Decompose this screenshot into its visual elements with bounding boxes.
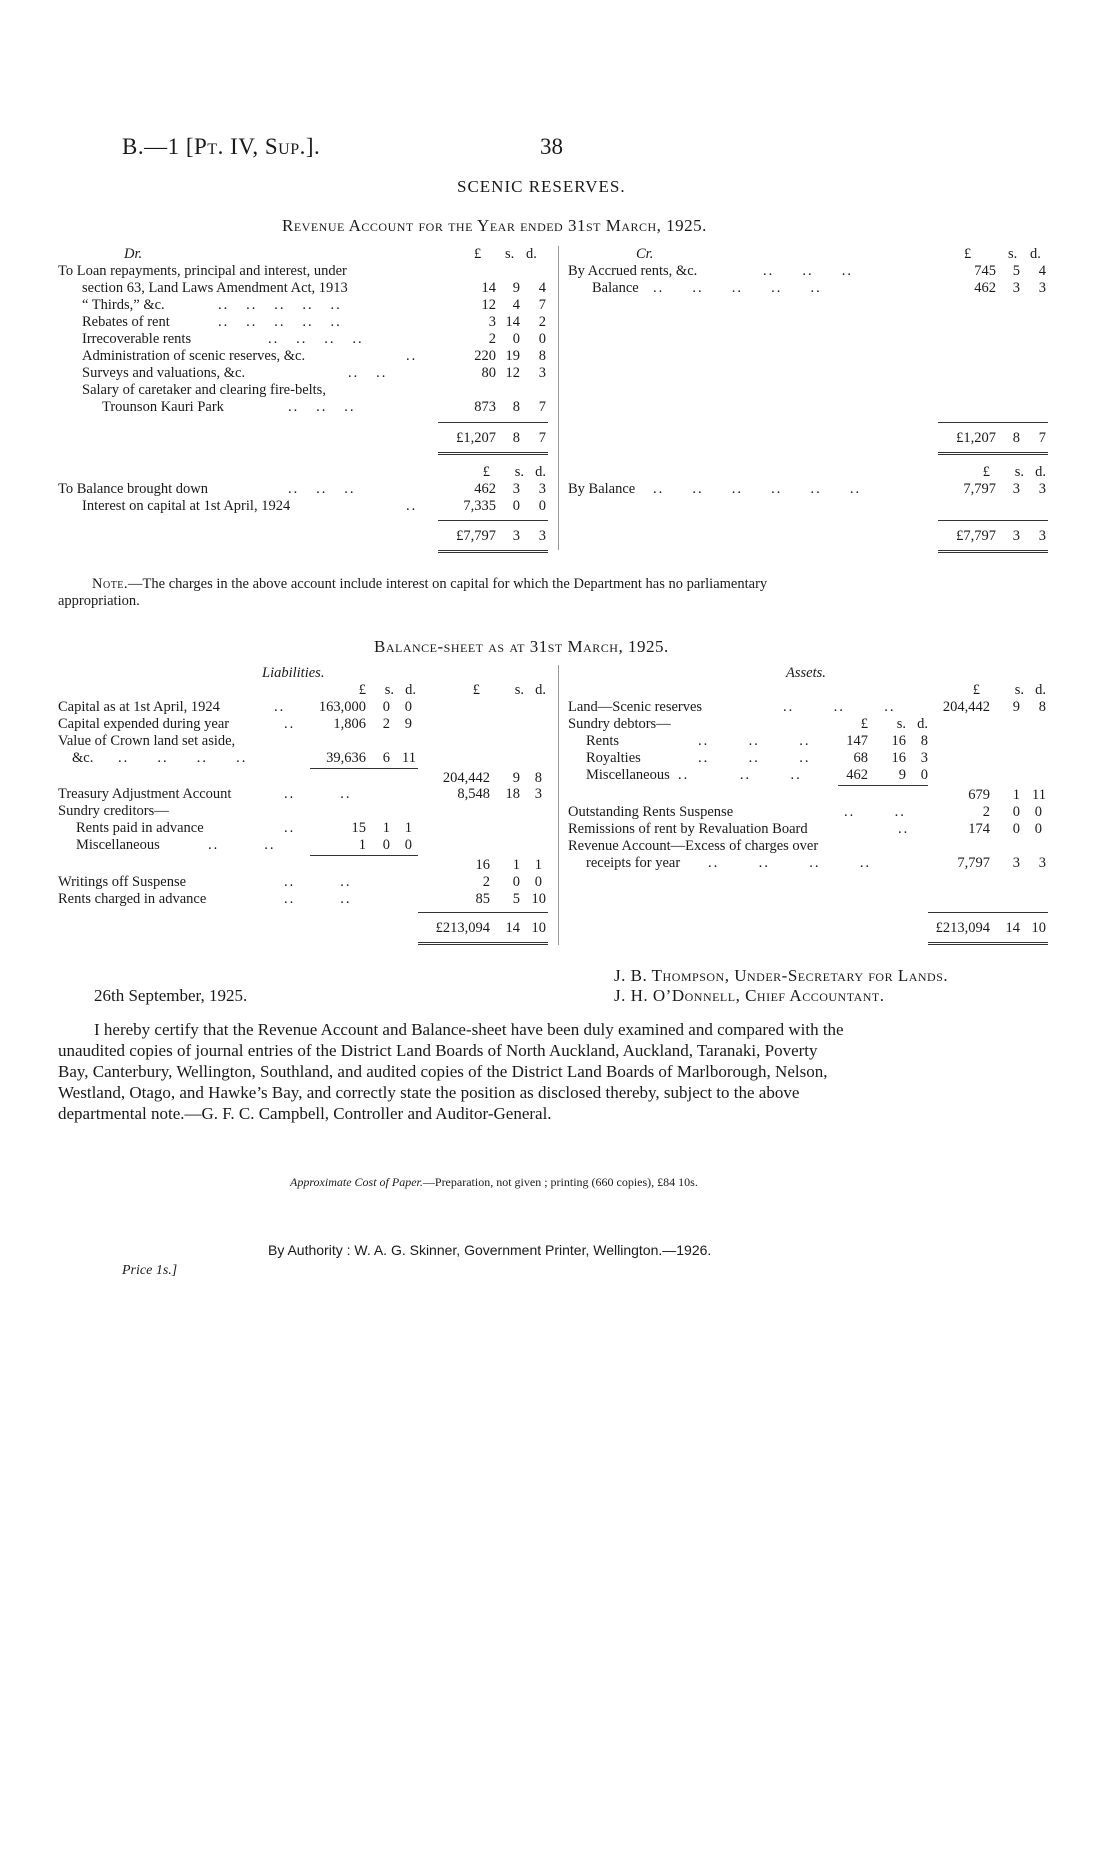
cert-line: departmental note.—G. F. C. Campbell, Controller and Auditor-General. [58,1104,552,1123]
debtors-subtotal-rule [838,785,928,786]
table-row: Sundry debtors— [568,716,671,732]
cert-line: I hereby certify that the Revenue Account and Balance-sheet have been duly examined and compared with the [94,1020,844,1039]
list-item: To Balance brought down .. .. .. 462 3 3 [58,481,546,497]
table-row: Miscellaneous .. .. 1 0 0 [76,837,412,853]
cert-line: unaudited copies of journal entries of the District Land Boards of North Auckland, Auckland, Taranaki, Poverty [58,1041,818,1060]
note: Note.—The charges in the above account include interest on capital for which the Department has no parliamentary [92,576,768,592]
list-item: “ Thirds,” &c. .. .. .. .. .. 12 4 7 [82,297,546,313]
cr2-total-double-rule [938,550,1048,553]
cr-total-rule [938,422,1048,423]
list-item: Administration of scenic reserves, &c. .. 220 19 8 [82,348,546,364]
list-item: Interest on capital at 1st April, 1924 .. 7,335 0 0 [82,498,546,514]
capital-subtotal-rule [310,768,418,769]
liabilities-total: £213,094 14 10 [435,920,546,936]
date: 26th September, 1925. [94,986,248,1005]
signature-line-2: J. H. O’Donnell, Chief Accountant. [614,986,885,1005]
list-item: Surveys and valuations, &c. .. .. 80 12 3 [82,365,546,381]
cost-note: Approximate Cost of Paper.—Preparation, not given ; printing (660 copies), £84 10s. [290,1175,698,1189]
table-row: Land—Scenic reserves .. .. .. 204,442 9 8 [568,699,1046,715]
cert-line: Bay, Canterbury, Wellington, Southland, and audited copies of the District Land Boards of Marlborough, Nelson, [58,1062,828,1081]
assets-total: £213,094 14 10 [935,920,1046,936]
cr-pound-header: £ [964,246,972,262]
authority-line: By Authority : W. A. G. Skinner, Government Printer, Wellington.—1926. [268,1242,712,1258]
list-item: By Accrued rents, &c. .. .. .. 745 5 4 [568,263,1046,279]
liabilities-label: Liabilities. [262,665,325,681]
table-row: Outstanding Rents Suspense .. .. 2 0 0 [568,804,1042,820]
revenue-divider [558,246,559,550]
sundry-subtotal-rule [310,855,418,856]
table-row: Royalties .. .. .. 68 16 3 [586,750,928,766]
assets-outer-header: £ s. d. [972,682,1046,698]
table-row: Rents charged in advance .. .. 85 5 10 [58,891,546,907]
cr-total: £1,207 8 7 [956,430,1046,446]
liab-outer-header: £ s. d. [472,682,546,698]
list-item: section 63, Land Laws Amendment Act, 1913 14 9 4 [82,280,546,296]
liab-total-rule [418,912,548,913]
table-row: Remissions of rent by Revaluation Board .. 174 0 0 [568,821,1042,837]
table-row: &c. .. .. .. .. 39,636 6 11 [72,750,416,766]
cr-s-header: s. [1008,246,1018,262]
table-row: Rents paid in advance .. 15 1 1 [76,820,412,836]
table-row: Miscellaneous .. .. .. 462 9 0 [586,767,928,783]
cr-d-header: d. [1030,246,1041,262]
price: Price 1s.] [122,1263,178,1278]
assets-total-rule [928,912,1048,913]
balance-divider [558,665,559,945]
dr-pound-header: £ [474,246,482,262]
list-item: To Loan repayments, principal and interest, under [58,263,347,279]
table-row: Rents .. .. .. 147 16 8 [586,733,928,749]
cr-label: Cr. [636,246,654,262]
dr2-total: £7,797 3 3 [456,528,546,544]
table-row: Capital expended during year .. 1,806 2 9 [58,716,412,732]
list-item: Irrecoverable rents .. .. .. .. 2 0 0 [82,331,546,347]
debtors-total: 679 1 11 [968,787,1046,803]
liab-inner-header: £ s. d. [358,682,416,698]
dr-label: Dr. [124,246,143,262]
assets-label: Assets. [786,665,826,681]
table-row: Treasury Adjustment Account .. .. 8,548 18 3 [58,786,542,802]
revenue-account-title: Revenue Account for the Year ended 31st March, 1925. [282,216,707,235]
table-row: Revenue Account—Excess of charges over [568,838,819,854]
note-line2: appropriation. [58,593,140,609]
page-title: SCENIC RESERVES. [457,177,626,196]
cr2-header: £ s. d. [982,464,1046,480]
table-row: Sundry creditors— [58,803,169,819]
dr2-total-double-rule [438,550,548,553]
dr-total-double-rule [438,452,548,455]
table-row: Capital as at 1st April, 1924 .. 163,000 0 0 [58,699,412,715]
capital-total: 204,442 9 8 [442,770,542,786]
page-reference: B.—1 [Pt. IV, Sup.]. [122,134,321,159]
dr-total-rule [438,422,548,423]
sundry-total: 16 1 1 [475,857,542,873]
list-item: Trounson Kauri Park .. .. .. 873 8 7 [102,399,546,415]
assets-inner-header: £ s. d. [860,716,928,732]
liab-total-double-rule [418,942,548,945]
dr-d-header: d. [526,246,537,262]
list-item: Salary of caretaker and clearing fire-belts, [82,382,326,398]
table-row: Writings off Suspense .. .. 2 0 0 [58,874,542,890]
cr2-total: £7,797 3 3 [956,528,1046,544]
dr2-total-rule [438,520,548,521]
cr2-total-rule [938,520,1048,521]
signature-line-1: J. B. Thompson, Under-Secretary for Lands. [614,966,949,985]
list-item: Rebates of rent .. .. .. .. .. 3 14 2 [82,314,546,330]
assets-total-double-rule [928,942,1048,945]
dr2-header: £ s. d. [482,464,546,480]
certification [58,1019,1048,1124]
page-number: 38 [540,134,563,159]
cert-line: Westland, Otago, and Hawke’s Bay, and correctly state the position as disclosed thereby, subject to the above [58,1083,800,1102]
balance-sheet-title: Balance-sheet as at 31st March, 1925. [374,637,669,656]
list-item: By Balance .. .. .. .. .. .. 7,797 3 3 [568,481,1046,497]
table-row: Value of Crown land set aside, [58,733,236,749]
dr-s-header: s. [505,246,515,262]
cr-total-double-rule [938,452,1048,455]
table-row: receipts for year .. .. .. .. 7,797 3 3 [586,855,1046,871]
dr-total: £1,207 8 7 [456,430,546,446]
list-item: Balance .. .. .. .. .. 462 3 3 [592,280,1046,296]
